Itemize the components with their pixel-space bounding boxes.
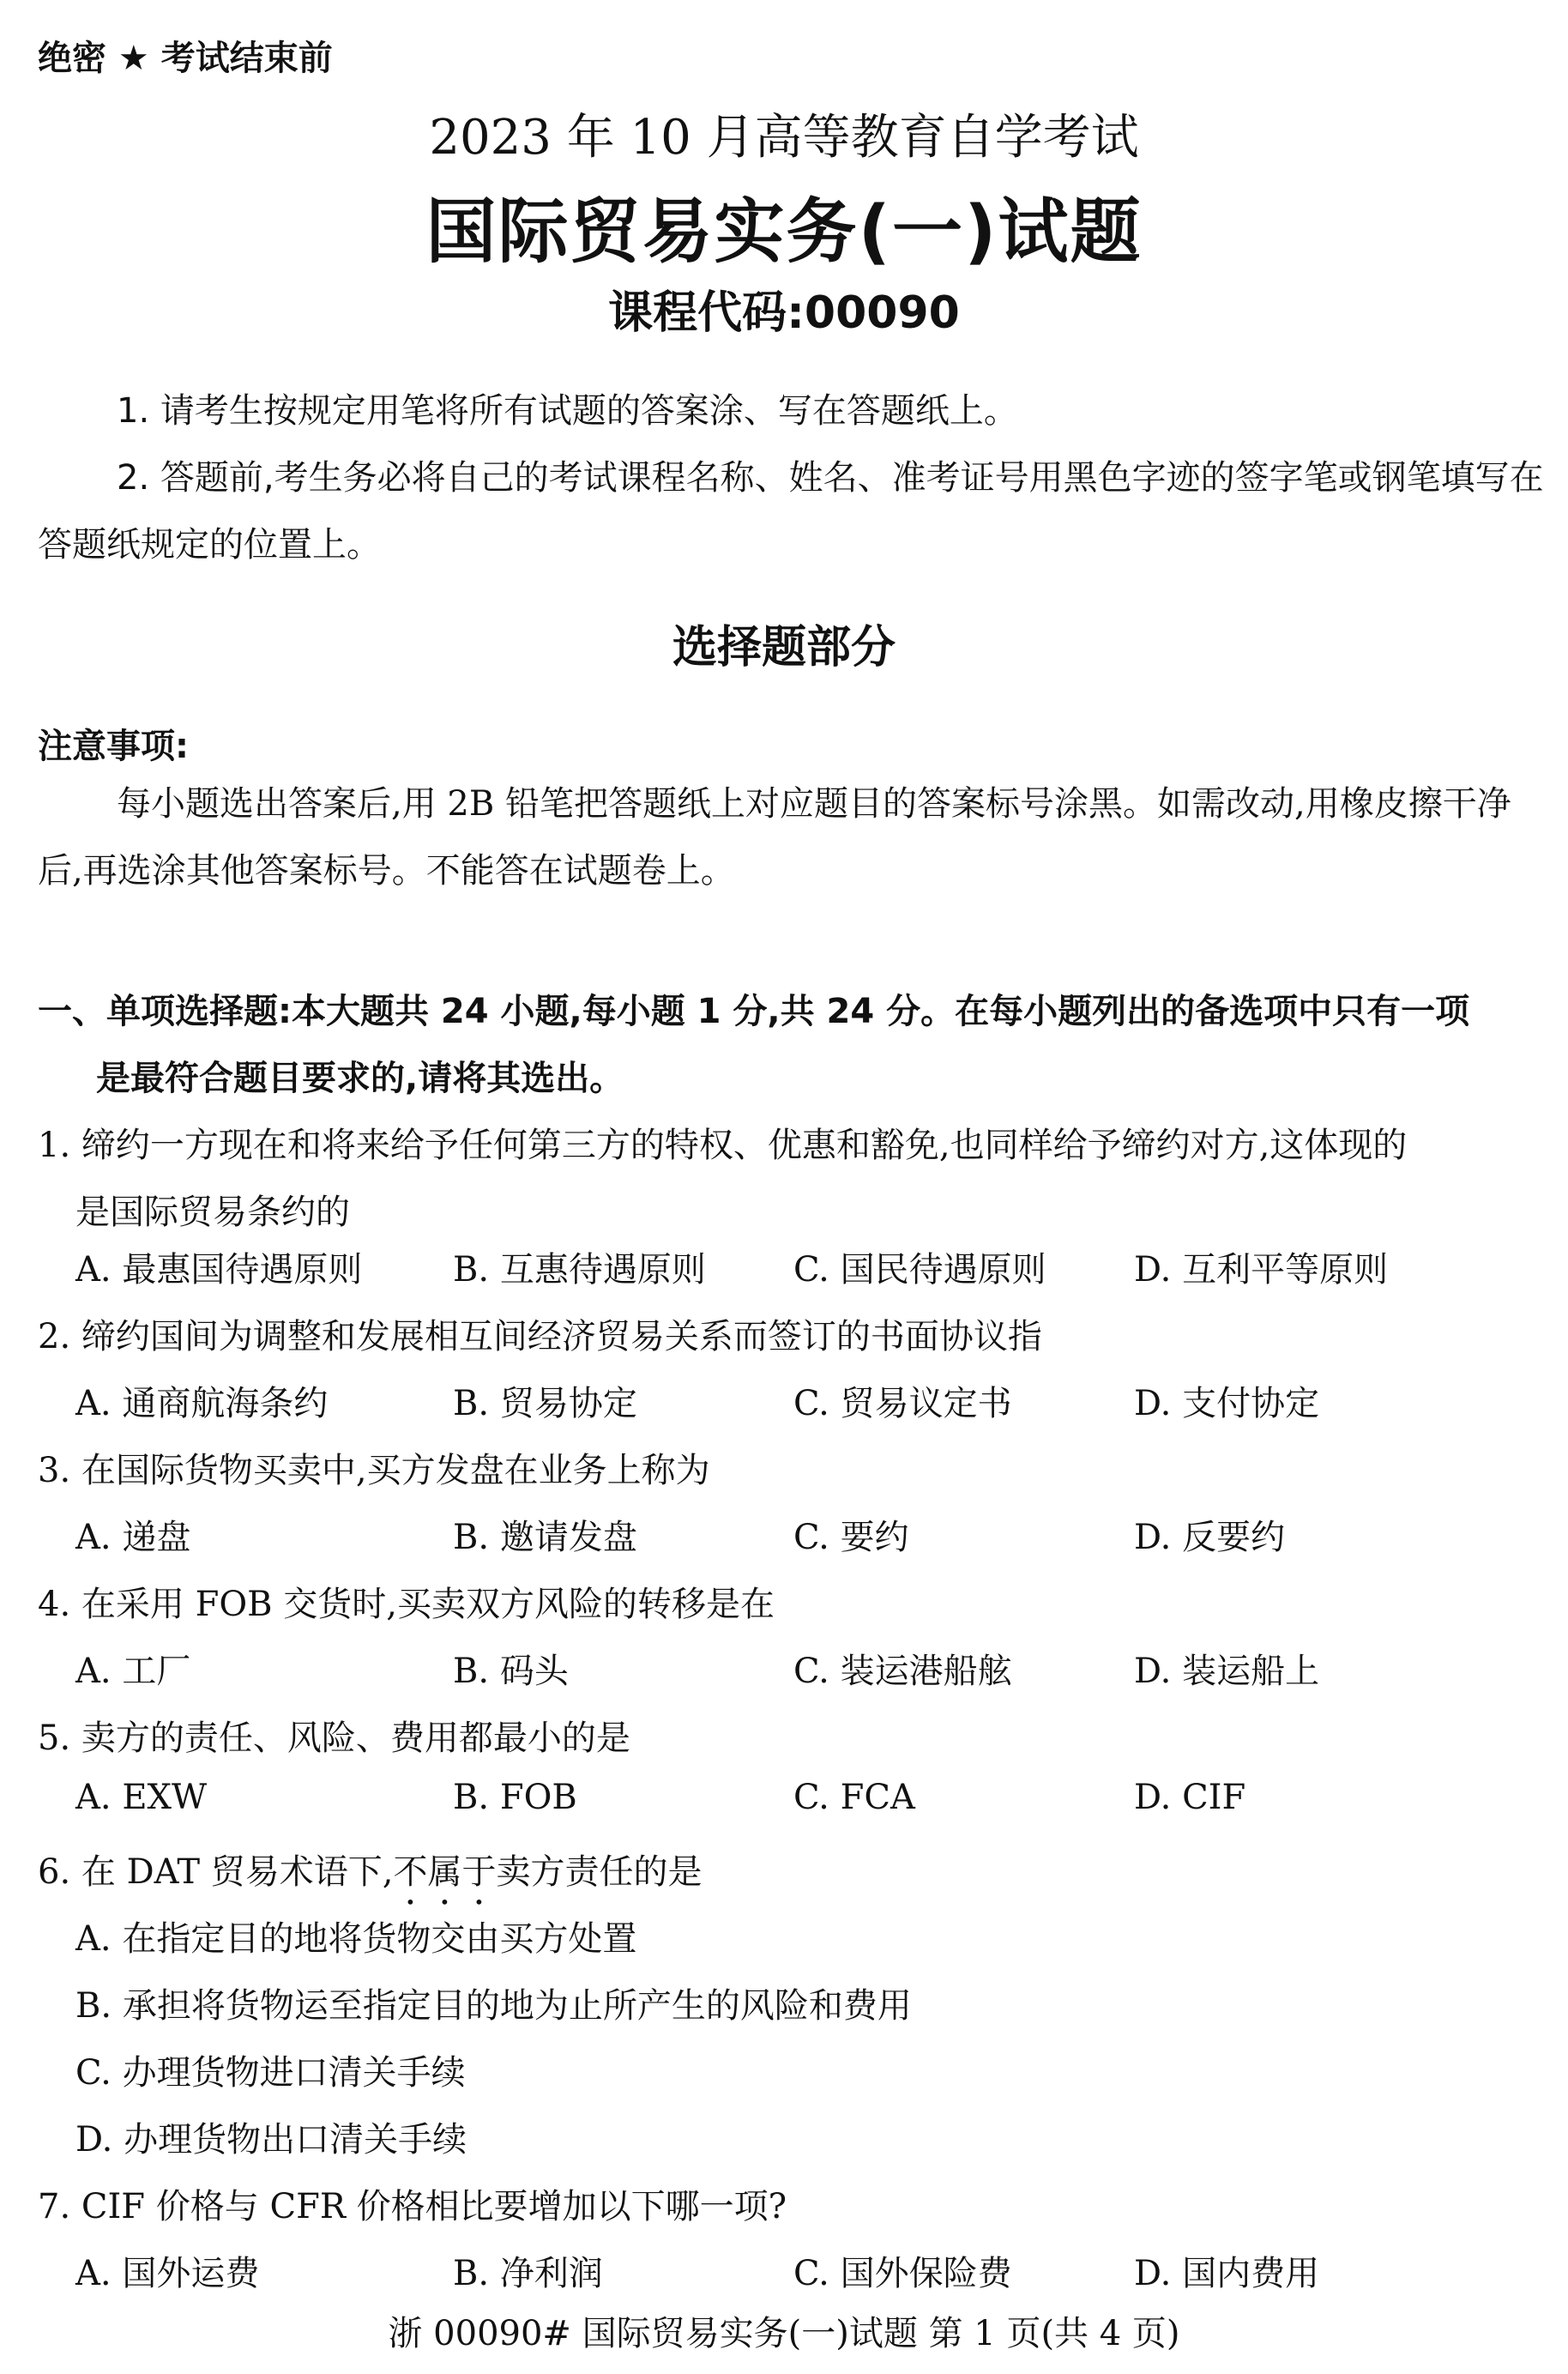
q1-option-d: D. 互利平等原则 xyxy=(1134,1250,1389,1290)
q7-option-d: D. 国内费用 xyxy=(1134,2254,1320,2293)
instruction-2: 2. 答题前,考生务必将自己的考试课程名称、姓名、准考证号用黑色字迹的签字笔或钢笔填写在答题纸规定的位置上。 xyxy=(38,458,1544,565)
part-one-heading-line1: 一、单项选择题:本大题共 24 小题,每小题 1 分,共 24 分。在每小题列出的备选项中只有一项 xyxy=(38,992,1470,1031)
question-5-stem: 5. 卖方的责任、风险、费用都最小的是 xyxy=(38,1719,630,1758)
q4-option-d: D. 装运船上 xyxy=(1134,1652,1320,1691)
q3-option-d: D. 反要约 xyxy=(1134,1518,1286,1557)
part-one-heading-line2: 是最符合题目要求的,请将其选出。 xyxy=(96,1059,624,1098)
q2-option-c: C. 贸易议定书 xyxy=(793,1384,1012,1423)
question-6-stem-post: 卖方责任的是 xyxy=(496,1852,703,1892)
page-footer: 浙 00090# 国际贸易实务(一)试题 第 1 页(共 4 页) xyxy=(388,2314,1180,2353)
question-2-stem: 2. 缔约国间为调整和发展相互间经济贸易关系而签订的书面协议指 xyxy=(38,1317,1042,1356)
q1-option-b: B. 互惠待遇原则 xyxy=(453,1250,706,1290)
question-3-stem: 3. 在国际货物买卖中,买方发盘在业务上称为 xyxy=(38,1451,710,1490)
q1-option-c: C. 国民待遇原则 xyxy=(793,1250,1046,1290)
confidential-mark: 绝密 ★ 考试结束前 xyxy=(38,39,333,78)
q2-option-b: B. 贸易协定 xyxy=(453,1384,637,1423)
exam-title: 2023 年 10 月高等教育自学考试 xyxy=(429,110,1139,166)
attention-text: 每小题选出答案后,用 2B 铅笔把答题纸上对应题目的答案标号涂黑。如需改动,用橡皮擦干净后,再选涂其他答案标号。不能答在试题卷上。 xyxy=(38,784,1511,891)
q5-option-c: C. FCA xyxy=(793,1778,915,1817)
q6-option-d: D. 办理货物出口清关手续 xyxy=(75,2120,467,2160)
question-1-stem xyxy=(38,1112,1547,1246)
question-4-stem: 4. 在采用 FOB 交货时,买卖双方风险的转移是在 xyxy=(38,1585,775,1624)
q5-option-a: A. EXW xyxy=(75,1778,208,1817)
q4-option-c: C. 装运港船舷 xyxy=(793,1652,1012,1691)
q7-option-a: A. 国外运费 xyxy=(75,2254,260,2293)
question-1-stem-line1: 1. 缔约一方现在和将来给予任何第三方的特权、优惠和豁免,也同样给予缔约对方,这体现的 xyxy=(38,1126,1408,1165)
question-6-stem-pre: 6. 在 DAT 贸易术语下, xyxy=(38,1852,394,1892)
subject-title: 国际贸易实务(一)试题 xyxy=(425,191,1143,273)
q4-option-b: B. 码头 xyxy=(453,1652,569,1691)
question-6-stem-emphasis: 不属于 xyxy=(393,1852,497,1892)
q3-option-c: C. 要约 xyxy=(793,1518,909,1557)
question-1-stem-line2: 是国际贸易条约的 xyxy=(75,1193,350,1232)
q1-option-a: A. 最惠国待遇原则 xyxy=(75,1250,363,1290)
q2-option-a: A. 通商航海条约 xyxy=(75,1384,329,1423)
q6-option-b: B. 承担将货物运至指定目的地为止所产生的风险和费用 xyxy=(75,1986,912,2026)
q5-option-d: D. CIF xyxy=(1134,1778,1246,1817)
q7-option-b: B. 净利润 xyxy=(453,2254,603,2293)
question-6-stem xyxy=(38,1845,702,1912)
attention-label: 注意事项: xyxy=(38,727,189,766)
q4-option-a: A. 工厂 xyxy=(75,1652,191,1691)
q6-option-a: A. 在指定目的地将货物交由买方处置 xyxy=(75,1919,637,1959)
q3-option-b: B. 邀请发盘 xyxy=(453,1518,637,1557)
q7-option-c: C. 国外保险费 xyxy=(793,2254,1012,2293)
q2-option-d: D. 支付协定 xyxy=(1134,1384,1320,1423)
section-title: 选择题部分 xyxy=(672,622,896,674)
q5-option-b: B. FOB xyxy=(453,1778,577,1817)
q3-option-a: A. 递盘 xyxy=(75,1518,191,1557)
course-code: 课程代码:00090 xyxy=(608,287,960,339)
part-one-heading xyxy=(38,978,1547,1112)
question-7-stem: 7. CIF 价格与 CFR 价格相比要增加以下哪一项? xyxy=(38,2187,787,2226)
q6-option-c: C. 办理货物进口清关手续 xyxy=(75,2053,466,2093)
instruction-1: 1. 请考生按规定用笔将所有试题的答案涂、写在答题纸上。 xyxy=(117,391,1018,431)
